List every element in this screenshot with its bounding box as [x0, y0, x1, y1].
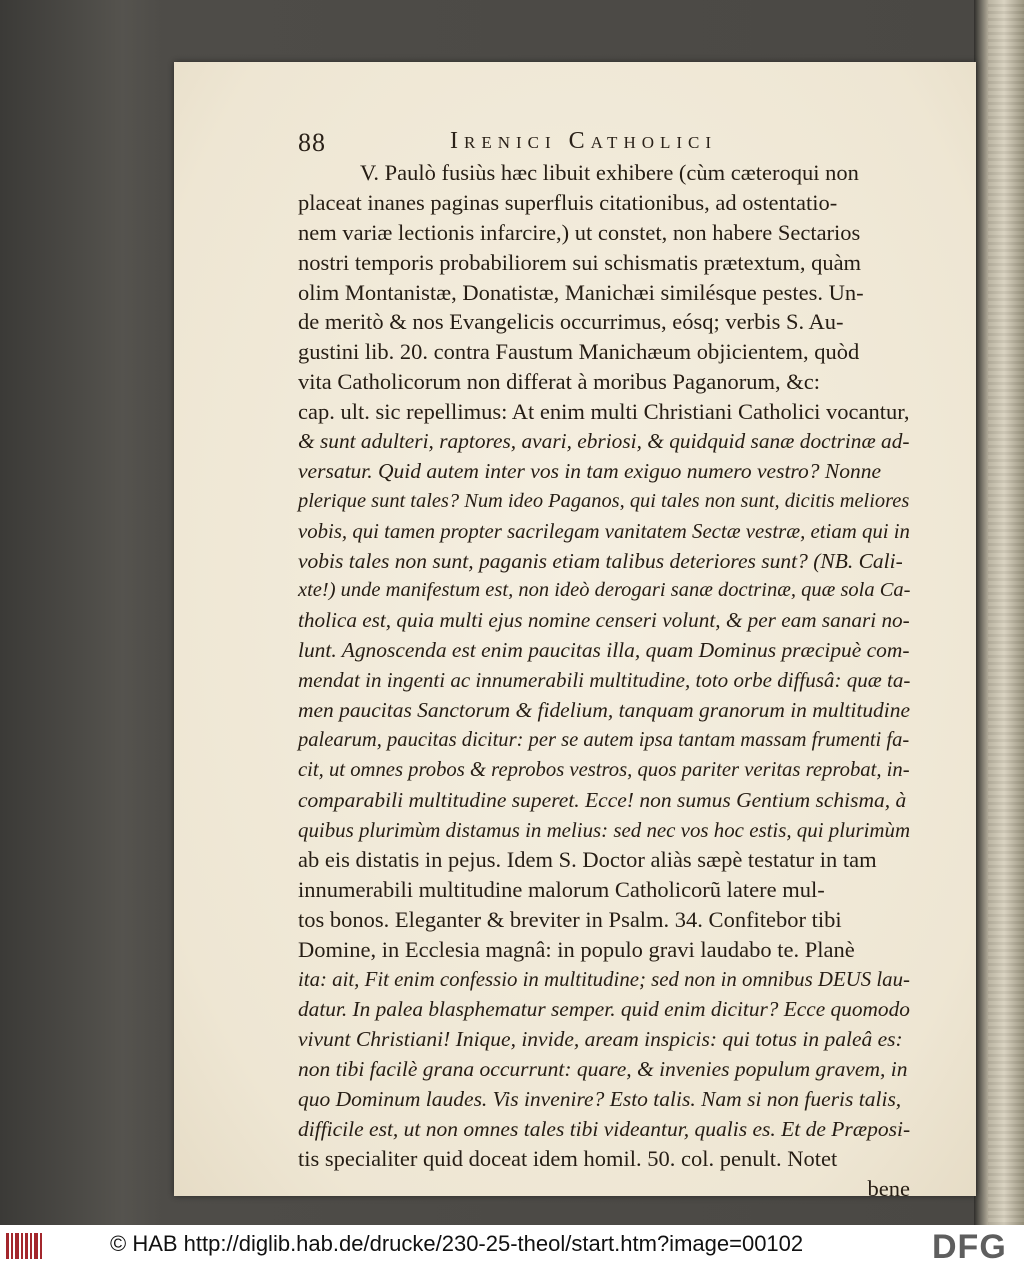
text-line: vita Catholicorum non differat à moribus Paganorum, &c: — [298, 369, 820, 395]
dfg-logo-icon — [932, 1229, 1018, 1261]
barcode-bar — [34, 1233, 38, 1259]
text-line: V. Paulò fusiùs hæc libuit exhibere (cùm cæteroqui non — [360, 160, 859, 185]
text-line: mendat in ingenti ac innumerabili multitudine, toto orbe diffusâ: quæ ta- — [298, 668, 911, 693]
text-line: nem variæ lectionis infarcire,) ut constet, non habere Sectarios — [298, 219, 861, 245]
barcode-bar — [11, 1233, 13, 1259]
text-line: xte!) unde manifestum est, non ideò derogari sanæ doctrinæ, quæ sola Ca- — [298, 579, 911, 602]
text-line: cit, ut omnes probos & reprobos vestros, quos pariter veritas reprobat, in- — [298, 758, 910, 781]
text-line: plerique sunt tales? Num ideo Paganos, qui tales non sunt, dicitis meliores — [298, 489, 910, 512]
text-line: lunt. Agnoscenda est enim paucitas illa, quam Dominus præcipuè com- — [298, 638, 910, 663]
text-line: innumerabili multitudine malorum Catholicorũ latere mul- — [298, 877, 825, 903]
text-line: Domine, in Ecclesia magnâ: in populo gravi laudabo te. Planè — [298, 937, 855, 963]
page-header — [298, 126, 908, 160]
text-line: & sunt adulteri, raptores, avari, ebriosi, & quidquid sanæ doctrinæ ad- — [298, 429, 910, 454]
barcode-bar — [40, 1233, 42, 1259]
text-line: palearum, paucitas dicitur: per se autem ipsa tantam massam frumenti fa- — [298, 728, 910, 751]
copyright-url[interactable]: © HAB http://diglib.hab.de/drucke/230-25-theol/start.htm?image=00102 — [110, 1231, 804, 1256]
text-line: non tibi facilè grana occurrunt: quare, & invenies populum gravem, in — [298, 1056, 908, 1081]
text-line: men paucitas Sanctorum & fidelium, tanquam granorum in multitudine — [298, 698, 910, 723]
text-line: vivunt Christiani! Inique, invide, aream inspicis: qui totus in paleâ es: — [298, 1026, 903, 1051]
text-line: datur. In palea blasphematur semper. quid enim dicitur? Ecce quomodo — [298, 996, 910, 1021]
barcode-bar — [6, 1233, 9, 1259]
barcode-bar — [15, 1233, 19, 1259]
footer-bar — [0, 1225, 1024, 1265]
text-line: difficile est, ut non omnes tales tibi videantur, qualis es. Et de Præposi- — [298, 1116, 911, 1141]
svg-text:DFG: DFG — [932, 1229, 1007, 1261]
text-line: ab eis distatis in pejus. Idem S. Doctor aliàs sæpè testatur in tam — [298, 847, 877, 873]
text-line: bene — [867, 1176, 910, 1202]
running-head: Irenici Catholici — [450, 128, 718, 154]
text-line: vobis, qui tamen propter sacrilegam vanitatem Sectæ vestræ, etiam qui in — [298, 518, 910, 543]
text-line: placeat inanes paginas superfluis citationibus, ad ostentatio- — [298, 189, 838, 215]
text-line: tholica est, quia multi ejus nomine censeri volunt, & per eam sanari no- — [298, 608, 910, 633]
barcode-bar — [30, 1233, 32, 1259]
text-line: gustini lib. 20. contra Faustum Manichæum objicientem, quòd — [298, 339, 860, 365]
text-line: cap. ult. sic repellimus: At enim multi Christiani Catholici vocantur, — [298, 399, 910, 425]
text-line: ita: ait, Fit enim confessio in multitudine; sed non in omnibus DEUS lau- — [298, 967, 910, 992]
next-page-edge — [974, 0, 1024, 1225]
page-number: 88 — [298, 128, 326, 157]
text-line: quo Dominum laudes. Vis invenire? Esto talis. Nam si non fueris talis, — [298, 1086, 902, 1111]
text-line: versatur. Quid autem inter vos in tam exiguo numero vestro? Nonne — [298, 458, 882, 483]
hab-barcode-icon — [6, 1233, 46, 1259]
page-edge-shading — [988, 0, 1024, 1225]
barcode-bar — [25, 1233, 28, 1259]
text-line: nostri temporis probabiliorem sui schismatis prætextum, quàm — [298, 249, 862, 275]
text-line: tos bonos. Eleganter & breviter in Psalm. 34. Confitebor tibi — [298, 907, 842, 933]
text-line: vobis tales non sunt, paganis etiam talibus deteriores sunt? (NB. Cali- — [298, 548, 903, 573]
barcode-bar — [21, 1233, 23, 1259]
text-line: comparabili multitudine superet. Ecce! non sumus Gentium schisma, à — [298, 787, 907, 812]
text-line: tis specialiter quid doceat idem homil. 50. col. penult. Notet — [298, 1146, 838, 1172]
body-text — [298, 158, 910, 1204]
text-line: quibus plurimùm distamus in melius: sed nec vos hoc estis, qui plurimùm — [298, 817, 911, 842]
text-line: de meritò & nos Evangelicis occurrimus, eósq; verbis S. Au- — [298, 309, 844, 335]
text-line: olim Montanistæ, Donatistæ, Manichæi similésque pestes. Un- — [298, 279, 864, 305]
